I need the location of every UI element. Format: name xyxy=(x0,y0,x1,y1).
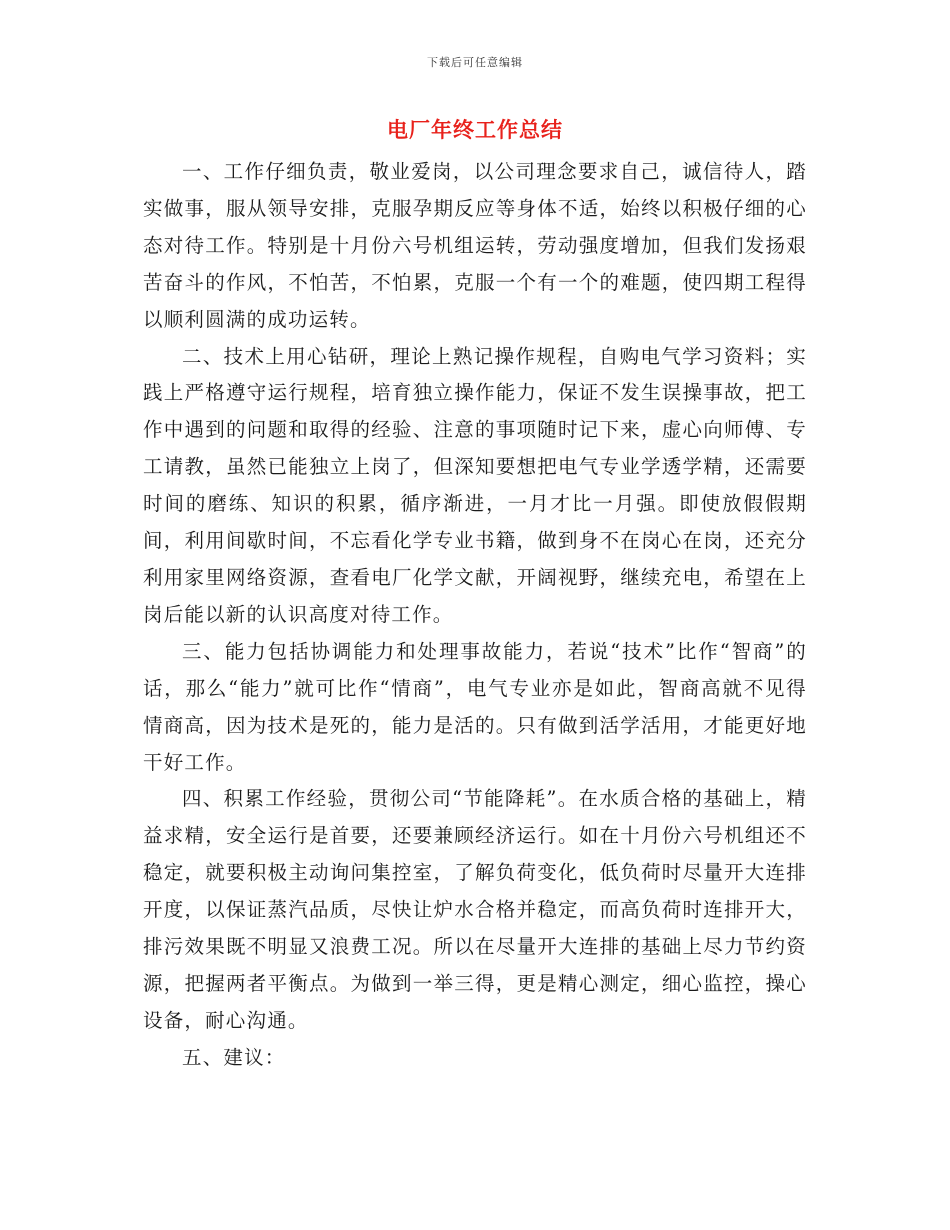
paragraph-ability: 三、能力包括协调能力和处理事故能力，若说“技术”比作“智商”的话，那么“能力”就可比作“情商”，电气专业亦是如此，智商高就不见得情商高，因为技术是死的，能力是活的。只有做到活学活用，才能更好地干好工作。 xyxy=(143,639,807,774)
paragraph-work-attitude: 一、工作仔细负责，敬业爱岗，以公司理念要求自己，诚信待人，踏实做事，服从领导安排，克服孕期反应等身体不适，始终以积极仔细的心态对待工作。特别是十月份六号机组运转，劳动强度增加，但我们发扬艰苦奋斗的作风，不怕苦，不怕累，克服一个有一个的难题，使四期工程得以顺利圆满的成功运转。 xyxy=(143,160,807,331)
paragraph-experience: 四、积累工作经验，贯彻公司“节能降耗”。在水质合格的基础上，精益求精，安全运行是首要，还要兼顾经济运行。如在十月份六号机组还不稳定，就要积极主动询问集控室，了解负荷变化，低负荷时尽量开大连排开度，以保证蒸汽品质，尽快让炉水合格并稳定，而高负荷时连排开大，排污效果既不明显又浪费工况。所以在尽量开大连排的基础上尽力节约资源，把握两者平衡点。为做到一举三得，更是精心测定，细心监控，操心设备，耐心沟通。 xyxy=(143,787,807,1032)
document-body xyxy=(143,154,807,1077)
paragraph-suggestions: 五、建议： xyxy=(182,1045,286,1069)
document-title: 电厂年终工作总结 xyxy=(387,117,563,142)
header-note: 下载后可任意编辑 xyxy=(427,56,523,69)
paragraph-technical-study: 二、技术上用心钻研，理论上熟记操作规程，自购电气学习资料；实践上严格遵守运行规程，培育独立操作能力，保证不发生误操事故，把工作中遇到的问题和取得的经验、注意的事项随时记下来，虚心向师傅、专工请教，虽然已能独立上岗了，但深知要想把电气专业学透学精，还需要时间的磨练、知识的积累，循序渐进，一月才比一月强。即使放假假期间，利用间歇时间，不忘看化学专业书籍，做到身不在岗心在岗，还充分利用家里网络资源，查看电厂化学文献，开阔视野，继续充电，希望在上岗后能以新的认识高度对待工作。 xyxy=(143,344,807,626)
